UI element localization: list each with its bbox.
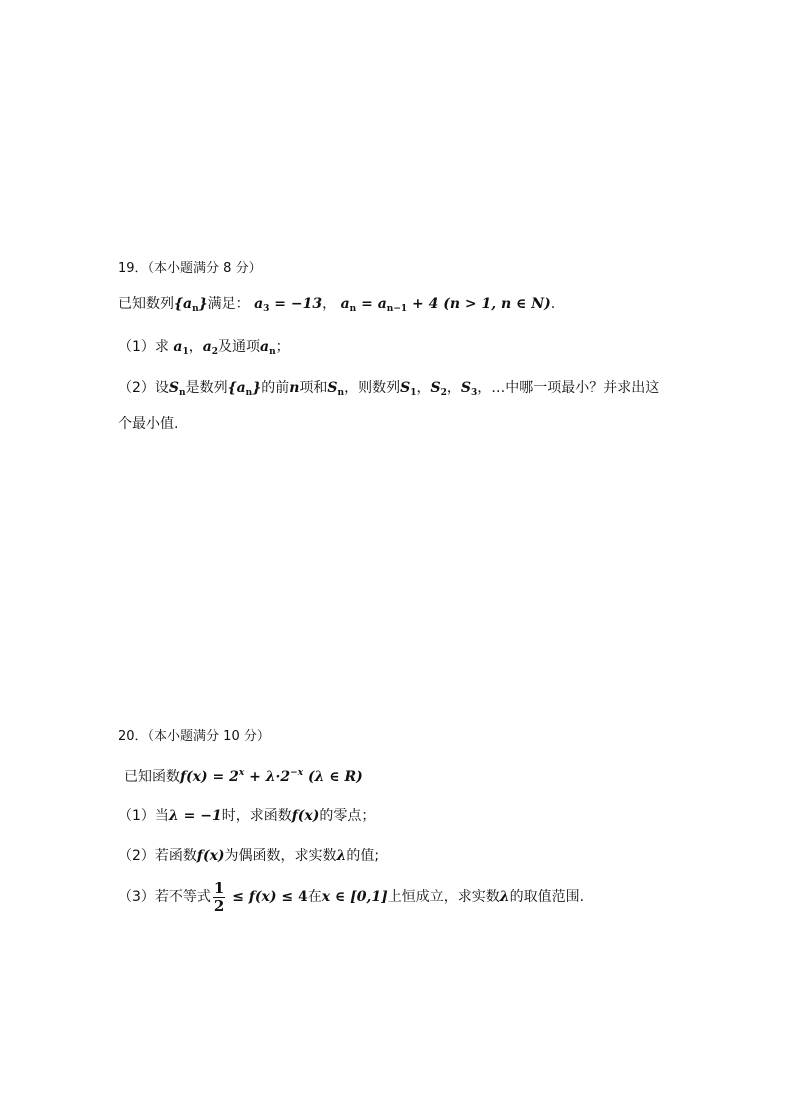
q19-condition-2: $a_n = a_{n-1} + 4$ (n > 1, n ∈ N) xyxy=(340,296,551,314)
fraction-one-half: $\frac{1}{2}$ xyxy=(213,878,225,915)
q20-stem: 已知函数$f(x) = 2^x + \lambda\cdot 2^{-x}$ (λ ∈ R) xyxy=(124,768,363,785)
q19-part-1: （1）求 $a_1$，$a_2$及通项$a_n$； xyxy=(118,339,290,357)
q19-stem: 已知数列$\{a_n\}$满足： $a_3 = -13$， $a_n = a_{n-1} + 4$ (n > 1, n ∈ N). xyxy=(118,296,556,314)
q20-part-3: （3）若不等式 $\frac{1}{2}$ ≤ f(x) ≤ 4在x ∈ [0,1]上恒成立，求实数λ的取值范围. xyxy=(118,878,585,915)
q20-part-1: （1）当λ = −1时，求函数f(x)的零点； xyxy=(118,808,376,824)
q19-part-2: （2）设$S_n$是数列$\{a_n\}$的前n项和$S_n$，则数列$S_1$，$S_2$，$S_3$，…中哪一项最小？并求出这 xyxy=(118,380,660,398)
q19-part-2-continued: 个最小值. xyxy=(118,416,179,432)
q20-header: 20．（本小题满分 10 分） xyxy=(118,729,270,744)
q19-header: 19．（本小题满分 8 分） xyxy=(118,261,262,276)
q20-part-2: （2）若函数f(x)为偶函数，求实数λ的值; xyxy=(118,848,380,864)
q19-condition-1: $a_3 = -13$ xyxy=(254,296,323,314)
